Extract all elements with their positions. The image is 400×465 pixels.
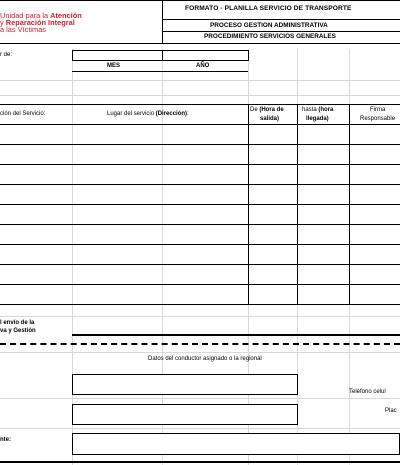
logo-text-1b: Atención bbox=[50, 11, 82, 20]
col-to-header bbox=[302, 107, 333, 114]
driver-section-title: Datos del conductor asignado o la regional bbox=[148, 356, 262, 362]
col-place-b: (Dirección) bbox=[155, 111, 188, 117]
bottom-border bbox=[0, 461, 400, 463]
logo-text-2a: y bbox=[0, 18, 6, 27]
table-row[interactable] bbox=[0, 225, 400, 244]
col-to-sub: llegada) bbox=[306, 116, 329, 122]
date-label: r de: bbox=[0, 52, 13, 58]
logo-text-2b: Reparación Integral bbox=[5, 18, 75, 27]
entity-logo bbox=[0, 12, 110, 33]
col-to-b: (hora bbox=[318, 107, 334, 113]
notes-field[interactable] bbox=[72, 433, 400, 455]
driver-name-field[interactable] bbox=[72, 374, 298, 395]
table-row[interactable] bbox=[0, 185, 400, 204]
col-from-header bbox=[250, 107, 284, 114]
col-place-c: : bbox=[187, 111, 189, 117]
format-title: FORMATO - PLANILLA SERVICIO DE TRANSPORTE bbox=[185, 5, 352, 12]
table-row[interactable] bbox=[0, 205, 400, 224]
year-label: AÑO bbox=[196, 63, 210, 69]
table-row[interactable] bbox=[0, 145, 400, 164]
col-description-header: ción del Servicio: bbox=[0, 111, 46, 117]
col-place-header bbox=[107, 111, 189, 118]
table-row[interactable] bbox=[0, 165, 400, 184]
table-row[interactable] bbox=[0, 125, 400, 144]
col-sign-header: Firma bbox=[370, 107, 386, 113]
notes-label: nte: bbox=[0, 437, 11, 443]
date-month-field[interactable] bbox=[162, 50, 249, 61]
driver-id-field[interactable] bbox=[72, 404, 298, 425]
phone-label: Teléfono celul bbox=[349, 389, 386, 395]
logo-text-1a: Unidad para la bbox=[0, 11, 51, 20]
plate-label: Plac bbox=[385, 408, 397, 414]
table-row[interactable] bbox=[0, 245, 400, 264]
dashed-separator bbox=[0, 343, 400, 345]
procedure-title: PROCEDIMIENTO SERVICIOS GENERALES bbox=[204, 33, 336, 40]
col-from-b: (Hora de bbox=[259, 107, 284, 113]
table-row[interactable] bbox=[0, 265, 400, 284]
month-label: MES bbox=[107, 63, 121, 69]
send-label-1: l envío de la bbox=[0, 320, 35, 326]
col-place-a: Lugar del servicio bbox=[107, 111, 156, 117]
process-title: PROCESO GESTION ADMINISTRATIVA bbox=[210, 22, 328, 29]
table-row[interactable] bbox=[0, 285, 400, 304]
date-day-field[interactable] bbox=[72, 50, 163, 61]
col-from-a: De bbox=[250, 107, 260, 113]
logo-text-3: a las Víctimas bbox=[0, 25, 47, 34]
col-to-a: hasta bbox=[302, 107, 319, 113]
col-sign-sub: Responsable bbox=[360, 116, 396, 122]
send-label-2: va y Gestión bbox=[0, 328, 36, 334]
col-from-sub: salida) bbox=[260, 116, 280, 122]
